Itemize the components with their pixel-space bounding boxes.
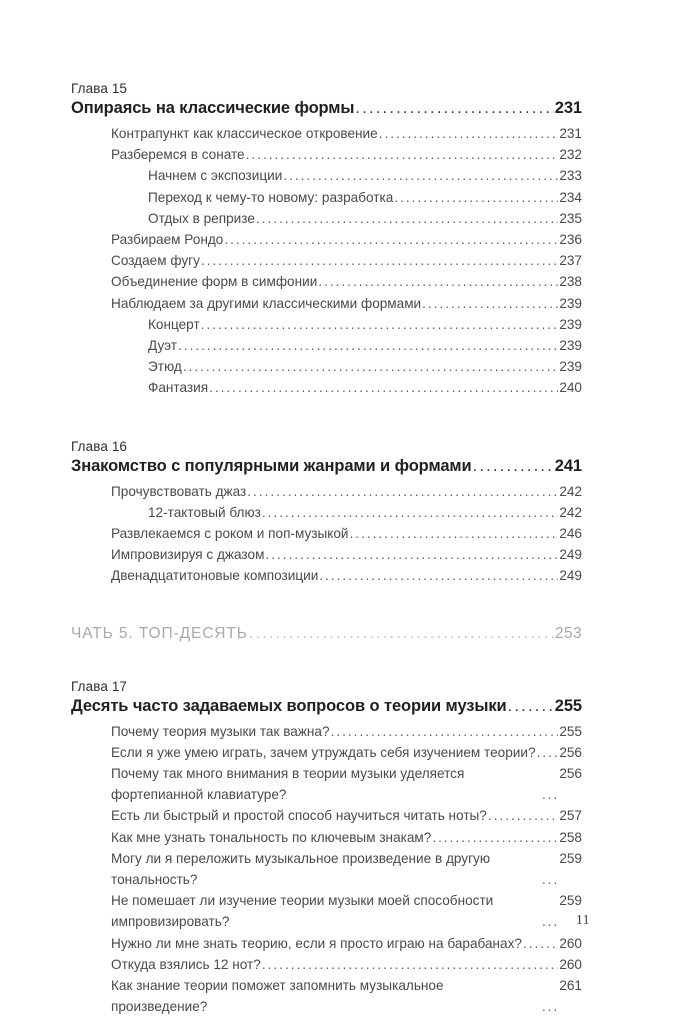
toc-entry-label: Отдых в репризе xyxy=(148,210,255,226)
toc-entry[interactable] xyxy=(111,848,582,890)
toc-entry-page-number: 259 xyxy=(559,850,582,866)
toc-entry-label: Концерт xyxy=(148,316,200,332)
dot-leader xyxy=(262,962,559,976)
toc-entry-page-number: 239 xyxy=(559,295,582,311)
toc-entry[interactable] xyxy=(111,954,582,975)
toc-entry[interactable] xyxy=(148,356,582,377)
dot-leader xyxy=(256,215,558,229)
toc-entry-label: Как знание теории поможет запомнить музыкальное произведение? xyxy=(111,978,444,1015)
dot-leader xyxy=(178,343,558,357)
chapter-block xyxy=(71,80,582,399)
toc-entry-label: Переход к чему-то новому: разработка xyxy=(148,189,394,205)
dot-leader xyxy=(183,364,558,378)
chapter-number-label: Глава 15 xyxy=(71,81,128,96)
toc-entry-page-number: 239 xyxy=(559,316,582,332)
toc-entry-page-number: 242 xyxy=(559,504,582,520)
dot-leader xyxy=(537,749,559,763)
toc-entry-label: Фантазия xyxy=(148,380,209,396)
chapter-title-entry-label: Знакомство с популярными жанрами и формами xyxy=(71,456,472,475)
chapter-entry-list xyxy=(71,481,582,587)
toc-entry-page-number: 249 xyxy=(559,568,582,584)
toc-entry[interactable] xyxy=(148,208,582,229)
toc-entry-page-number: 240 xyxy=(559,380,582,396)
chapter-title-entry-page-number: 231 xyxy=(554,99,582,117)
dot-leader xyxy=(542,877,558,891)
toc-entry[interactable] xyxy=(148,187,582,208)
dot-leader xyxy=(394,194,558,208)
toc-entry[interactable] xyxy=(148,502,582,523)
dot-leader xyxy=(542,919,558,933)
dot-leader xyxy=(473,460,554,477)
dot-leader xyxy=(201,258,558,272)
toc-entry[interactable] xyxy=(111,229,582,250)
toc-entry-label: Контрапункт как классическое откровение xyxy=(111,126,378,141)
chapter-title-entry-page-number: 255 xyxy=(554,696,582,715)
toc-entry-page-number: 233 xyxy=(559,168,582,184)
toc-entry-page-number: 257 xyxy=(559,808,582,824)
dot-leader xyxy=(422,300,558,314)
chapter-entry-list xyxy=(71,721,582,1018)
toc-entry-page-number: 235 xyxy=(559,210,582,226)
toc-entry[interactable] xyxy=(111,250,582,271)
dot-leader xyxy=(432,834,558,848)
toc-entry[interactable] xyxy=(111,763,582,805)
dot-leader xyxy=(247,488,558,502)
dot-leader xyxy=(224,237,558,251)
toc-entry-label: Создаем фугу xyxy=(111,253,200,269)
toc-entry-page-number: 239 xyxy=(559,338,582,354)
dot-leader xyxy=(262,509,558,523)
toc-entry-page-number: 231 xyxy=(559,126,582,141)
toc-entry-label: Разберемся в сонате xyxy=(111,147,245,163)
chapter-title-entry-page-number: 241 xyxy=(554,456,582,475)
toc-entry-label: 12-тактовый блюз xyxy=(148,504,261,520)
toc-entry-label: Не помешает ли изучение теории музыки моей способности импровизировать? xyxy=(111,893,494,930)
toc-entry-label: Есть ли быстрый и простой способ научиться читать ноты? xyxy=(111,808,487,824)
chapter-entry-list xyxy=(71,123,582,399)
toc-entry-page-number: 256 xyxy=(559,744,582,760)
dot-leader xyxy=(246,152,559,166)
dot-leader xyxy=(355,103,553,120)
toc-entry[interactable] xyxy=(148,377,582,398)
toc-entry[interactable] xyxy=(111,805,582,826)
dot-leader xyxy=(350,531,559,545)
toc-entry[interactable] xyxy=(111,123,582,144)
toc-entry[interactable] xyxy=(111,890,582,932)
toc-entry-page-number: 261 xyxy=(559,978,582,994)
toc-entry[interactable] xyxy=(148,335,582,356)
toc-entry[interactable] xyxy=(111,293,582,314)
dot-leader xyxy=(249,628,554,644)
toc-entry-page-number: 232 xyxy=(559,147,582,163)
toc-entry-page-number: 258 xyxy=(559,829,582,845)
toc-entry-label: Как мне узнать тональность по ключевым знакам? xyxy=(111,829,432,845)
chapter-title-entry[interactable] xyxy=(71,696,582,717)
toc-entry-label: Почему так много внимания в теории музыки уделяется фортепианной клавиатуре? xyxy=(111,766,465,803)
toc-entry-page-number: 260 xyxy=(559,935,582,951)
toc-entry-page-number: 260 xyxy=(559,956,582,972)
dot-leader xyxy=(331,728,559,742)
toc-entry-page-number: 234 xyxy=(559,189,582,205)
chapter-block xyxy=(71,438,582,587)
toc-entry-page-number: 237 xyxy=(559,253,582,269)
chapter-title-entry-label: Десять часто задаваемых вопросов о теории музыки xyxy=(71,696,507,715)
toc-entry[interactable] xyxy=(111,742,582,763)
toc-entry-label: Объединение форм в симфонии xyxy=(111,274,318,290)
toc-entry-page-number: 249 xyxy=(559,547,582,563)
toc-entry-page-number: 242 xyxy=(559,483,582,499)
toc-entry-label: Нужно ли мне знать теорию, если я просто играю на барабанах? xyxy=(111,935,522,951)
chapter-title-entry[interactable] xyxy=(71,98,582,119)
toc-entry-label: Если я уже умею играть, зачем утруждать себя изучением теории? xyxy=(111,744,536,760)
toc-entry[interactable] xyxy=(111,271,582,292)
toc-content xyxy=(71,80,582,1018)
toc-entry-page-number: 259 xyxy=(559,893,582,909)
part-heading-entry[interactable] xyxy=(71,624,582,644)
dot-leader xyxy=(523,940,558,954)
dot-leader xyxy=(319,573,558,587)
dot-leader xyxy=(209,385,558,399)
part-heading-entry-page-number: 253 xyxy=(554,624,582,642)
toc-entry[interactable] xyxy=(111,827,582,848)
toc-entry[interactable] xyxy=(111,144,582,165)
chapter-title-entry[interactable] xyxy=(71,456,582,477)
dot-leader xyxy=(283,173,558,187)
toc-entry-label: Импровизируя с джазом xyxy=(111,547,265,563)
toc-entry-label: Разбираем Рондо xyxy=(111,232,224,248)
toc-entry-page-number: 246 xyxy=(559,526,582,542)
dot-leader xyxy=(265,552,558,566)
dot-leader xyxy=(318,279,558,293)
toc-entry-page-number: 239 xyxy=(559,359,582,375)
part-heading-entry-label: ЧАТЬ 5. ТОП-ДЕСЯТЬ xyxy=(71,624,248,642)
toc-entry-label: Могу ли я переложить музыкальное произведение в другую тональность? xyxy=(111,850,491,888)
toc-entry[interactable] xyxy=(111,565,582,586)
toc-entry-page-number: 255 xyxy=(559,723,582,739)
page-folio: 11 xyxy=(576,912,590,927)
toc-entry[interactable] xyxy=(111,933,582,954)
toc-entry[interactable] xyxy=(148,165,582,186)
chapter-title-entry-label: Опираясь на классические формы xyxy=(71,99,355,117)
toc-entry-page-number: 256 xyxy=(559,766,582,782)
toc-entry-label: Этюд xyxy=(148,359,182,375)
chapter-number-label: Глава 16 xyxy=(71,438,128,454)
toc-entry-page-number: 236 xyxy=(559,232,582,248)
toc-entry-label: Наблюдаем за другими классическими формами xyxy=(111,295,422,311)
toc-entry-label: Дуэт xyxy=(148,338,178,354)
dot-leader xyxy=(542,1004,558,1018)
toc-entry[interactable] xyxy=(111,721,582,742)
section-spacer xyxy=(71,420,582,438)
dot-leader xyxy=(542,792,558,806)
dot-leader xyxy=(379,131,559,145)
chapter-block xyxy=(71,678,582,1018)
dot-leader xyxy=(488,813,558,827)
toc-entry-label: Откуда взялись 12 нот? xyxy=(111,956,261,972)
toc-entry[interactable] xyxy=(111,523,582,544)
dot-leader xyxy=(201,321,559,335)
toc-entry-label: Почему теория музыки так важна? xyxy=(111,723,330,739)
toc-entry-label: Двенадцатитоновые композиции xyxy=(111,568,319,584)
toc-entry-page-number: 238 xyxy=(559,274,582,290)
chapter-number-label: Глава 17 xyxy=(71,678,128,694)
toc-entry-label: Прочувствовать джаз xyxy=(111,483,247,499)
toc-entry[interactable] xyxy=(111,975,582,1017)
toc-entry-label: Начнем с экспозиции xyxy=(148,168,283,184)
toc-entry[interactable] xyxy=(111,481,582,502)
toc-entry[interactable] xyxy=(148,314,582,335)
toc-entry[interactable] xyxy=(111,544,582,565)
toc-entry-label: Развлекаемся с роком и поп-музыкой xyxy=(111,526,349,542)
dot-leader xyxy=(508,700,554,717)
